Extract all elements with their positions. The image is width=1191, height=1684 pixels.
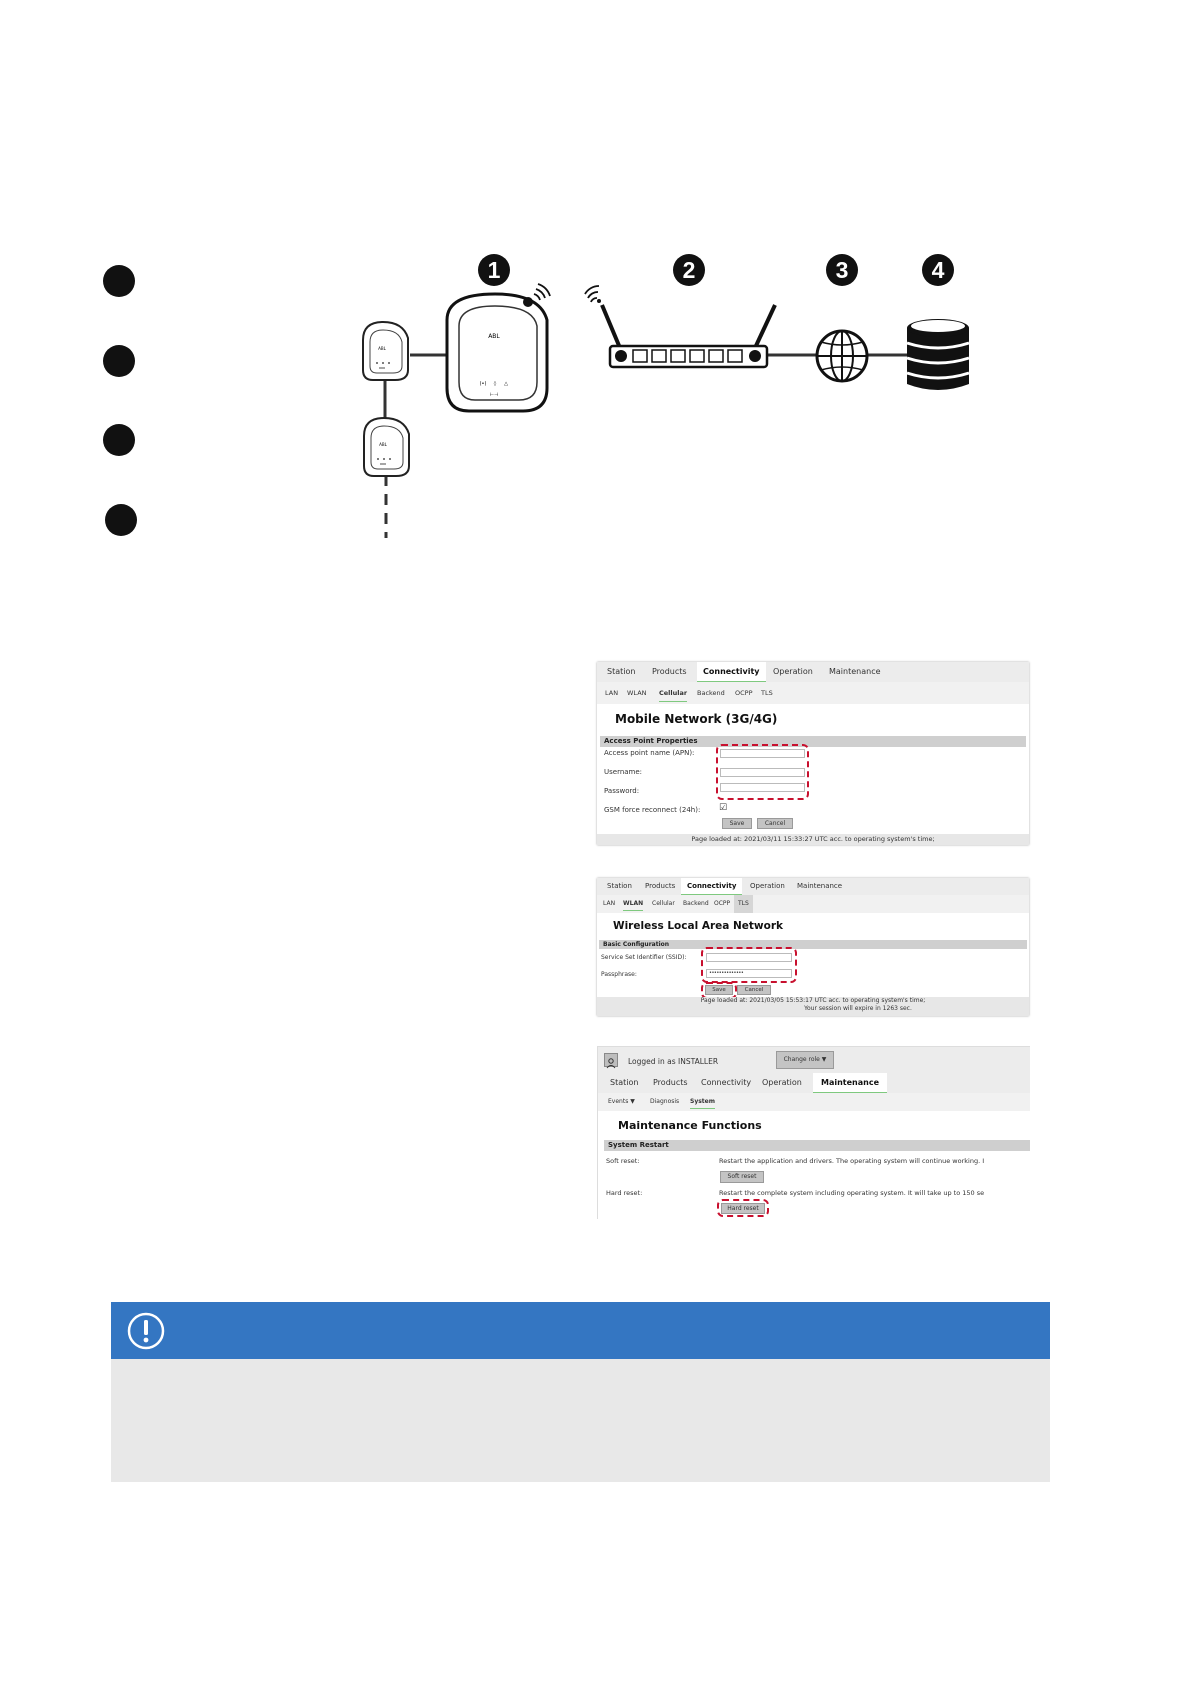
subtab-lan[interactable]: LAN [605, 689, 619, 697]
tab-station[interactable]: Station [607, 882, 632, 890]
subtab-system[interactable]: System [690, 1098, 715, 1109]
subtab-backend[interactable]: Backend [683, 900, 709, 907]
warning-icon [127, 1312, 165, 1350]
page-loaded-text: Page loaded at: 2021/03/05 15:53:17 UTC acc. to operating system's time; [700, 997, 926, 1004]
network-diagram [355, 280, 985, 545]
subtab-wlan[interactable]: WLAN [623, 900, 643, 911]
list-bullet-1 [103, 265, 135, 297]
highlight-credentials [716, 744, 809, 800]
sub-nav [597, 895, 1029, 913]
svg-text:(•): (•) [479, 381, 487, 387]
subtab-backend[interactable]: Backend [697, 689, 725, 697]
notice-header [111, 1302, 1050, 1359]
cellular-settings-screenshot [597, 662, 1029, 845]
gsm-reconnect-checkbox[interactable]: ☑ [719, 803, 728, 813]
user-icon [604, 1053, 618, 1067]
tab-connectivity[interactable]: Connectivity [681, 878, 742, 895]
tab-operation[interactable]: Operation [773, 667, 813, 676]
subtab-ocpp[interactable]: OCPP [714, 900, 731, 907]
main-nav [597, 878, 1029, 895]
router-icon [585, 286, 775, 367]
tab-products[interactable]: Products [653, 1078, 688, 1087]
tab-operation[interactable]: Operation [750, 882, 785, 890]
callout-2: 2 [673, 254, 705, 286]
list-bullet-3 [103, 424, 135, 456]
controller-wallbox-icon [447, 284, 550, 411]
internet-globe-icon [817, 331, 867, 381]
subtab-events[interactable]: Events ▼ [608, 1098, 635, 1105]
save-button[interactable]: Save [705, 985, 733, 995]
list-bullet-4 [105, 504, 137, 536]
session-expiry-text: Your session will expire in 1263 sec. [804, 1005, 912, 1012]
svg-text:ABL: ABL [378, 346, 386, 351]
subtab-diagnosis[interactable]: Diagnosis [650, 1098, 680, 1105]
change-role-button[interactable]: Change role ▼ [776, 1051, 834, 1069]
page-footer: Page loaded at: 2021/03/11 15:33:27 UTC acc. to operating system's time; [597, 834, 1029, 845]
cancel-button[interactable]: Cancel [737, 985, 771, 995]
tab-maintenance[interactable]: Maintenance [797, 882, 843, 890]
tab-station[interactable]: Station [607, 667, 636, 676]
highlight-hard-reset [717, 1199, 769, 1217]
tab-station[interactable]: Station [610, 1078, 639, 1087]
apn-label: Access point name (APN): [604, 749, 695, 757]
tab-maintenance[interactable]: Maintenance [829, 667, 881, 676]
callout-3: 3 [826, 254, 858, 286]
wlan-settings-screenshot [597, 878, 1029, 1016]
svg-text:ABL: ABL [488, 333, 500, 340]
tab-products[interactable]: Products [645, 882, 676, 890]
subtab-lan[interactable]: LAN [603, 900, 616, 907]
svg-text:◊: ◊ [493, 381, 497, 387]
page-title: Mobile Network (3G/4G) [615, 712, 778, 726]
section-header: System Restart [604, 1140, 1030, 1151]
section-header: Basic Configuration [599, 940, 1027, 949]
subtab-cellular[interactable]: Cellular [652, 900, 675, 907]
hard-reset-label: Hard reset: [606, 1189, 643, 1197]
svg-text:△: △ [504, 381, 508, 387]
page-title: Wireless Local Area Network [613, 920, 783, 932]
sub-nav [597, 682, 1029, 704]
callout-4: 4 [922, 254, 954, 286]
maintenance-screenshot [597, 1046, 1030, 1219]
ssid-label: Service Set Identifier (SSID): [601, 954, 687, 961]
subtab-tls[interactable]: TLS [734, 895, 753, 913]
subtab-cellular[interactable]: Cellular [659, 689, 687, 702]
main-nav [597, 662, 1029, 682]
soft-reset-button[interactable]: Soft reset [720, 1171, 764, 1183]
tab-operation[interactable]: Operation [762, 1078, 802, 1087]
tab-connectivity[interactable]: Connectivity [697, 662, 766, 682]
tab-products[interactable]: Products [652, 667, 687, 676]
username-label: Username: [604, 768, 643, 776]
page-title: Maintenance Functions [618, 1119, 762, 1132]
passphrase-label: Passphrase: [601, 971, 637, 978]
cancel-button[interactable]: Cancel [757, 818, 793, 829]
soft-reset-description: Restart the application and drivers. The operating system will continue working. I [719, 1157, 985, 1165]
save-button[interactable]: Save [722, 818, 752, 829]
page-footer [597, 997, 1029, 1016]
hard-reset-button[interactable]: Hard reset [721, 1203, 765, 1214]
subtab-tls[interactable]: TLS [761, 689, 773, 697]
satellite-wallbox-2-icon [364, 418, 409, 476]
subtab-wlan[interactable]: WLAN [627, 689, 647, 697]
password-label: Password: [604, 787, 640, 795]
gsm-reconnect-label: GSM force reconnect (24h): [604, 806, 701, 814]
svg-text:⊢⊣: ⊢⊣ [489, 392, 499, 398]
hard-reset-description: Restart the complete system including operating system. It will take up to 150 se [719, 1189, 985, 1197]
satellite-wallbox-1-icon [363, 322, 408, 380]
notice-body [111, 1359, 1050, 1482]
logged-in-text: Logged in as INSTALLER [628, 1057, 719, 1066]
subtab-ocpp[interactable]: OCPP [735, 689, 753, 697]
tab-connectivity[interactable]: Connectivity [701, 1078, 752, 1087]
backend-database-icon [907, 319, 969, 390]
callout-1: 1 [478, 254, 510, 286]
tab-maintenance[interactable]: Maintenance [813, 1073, 887, 1093]
passphrase-input[interactable]: •••••••••••••• [706, 969, 792, 978]
svg-text:ABL: ABL [379, 442, 387, 447]
highlight-wlan-fields [701, 947, 797, 983]
section-header: Access Point Properties [600, 736, 1026, 747]
soft-reset-label: Soft reset: [606, 1157, 640, 1165]
list-bullet-2 [103, 345, 135, 377]
